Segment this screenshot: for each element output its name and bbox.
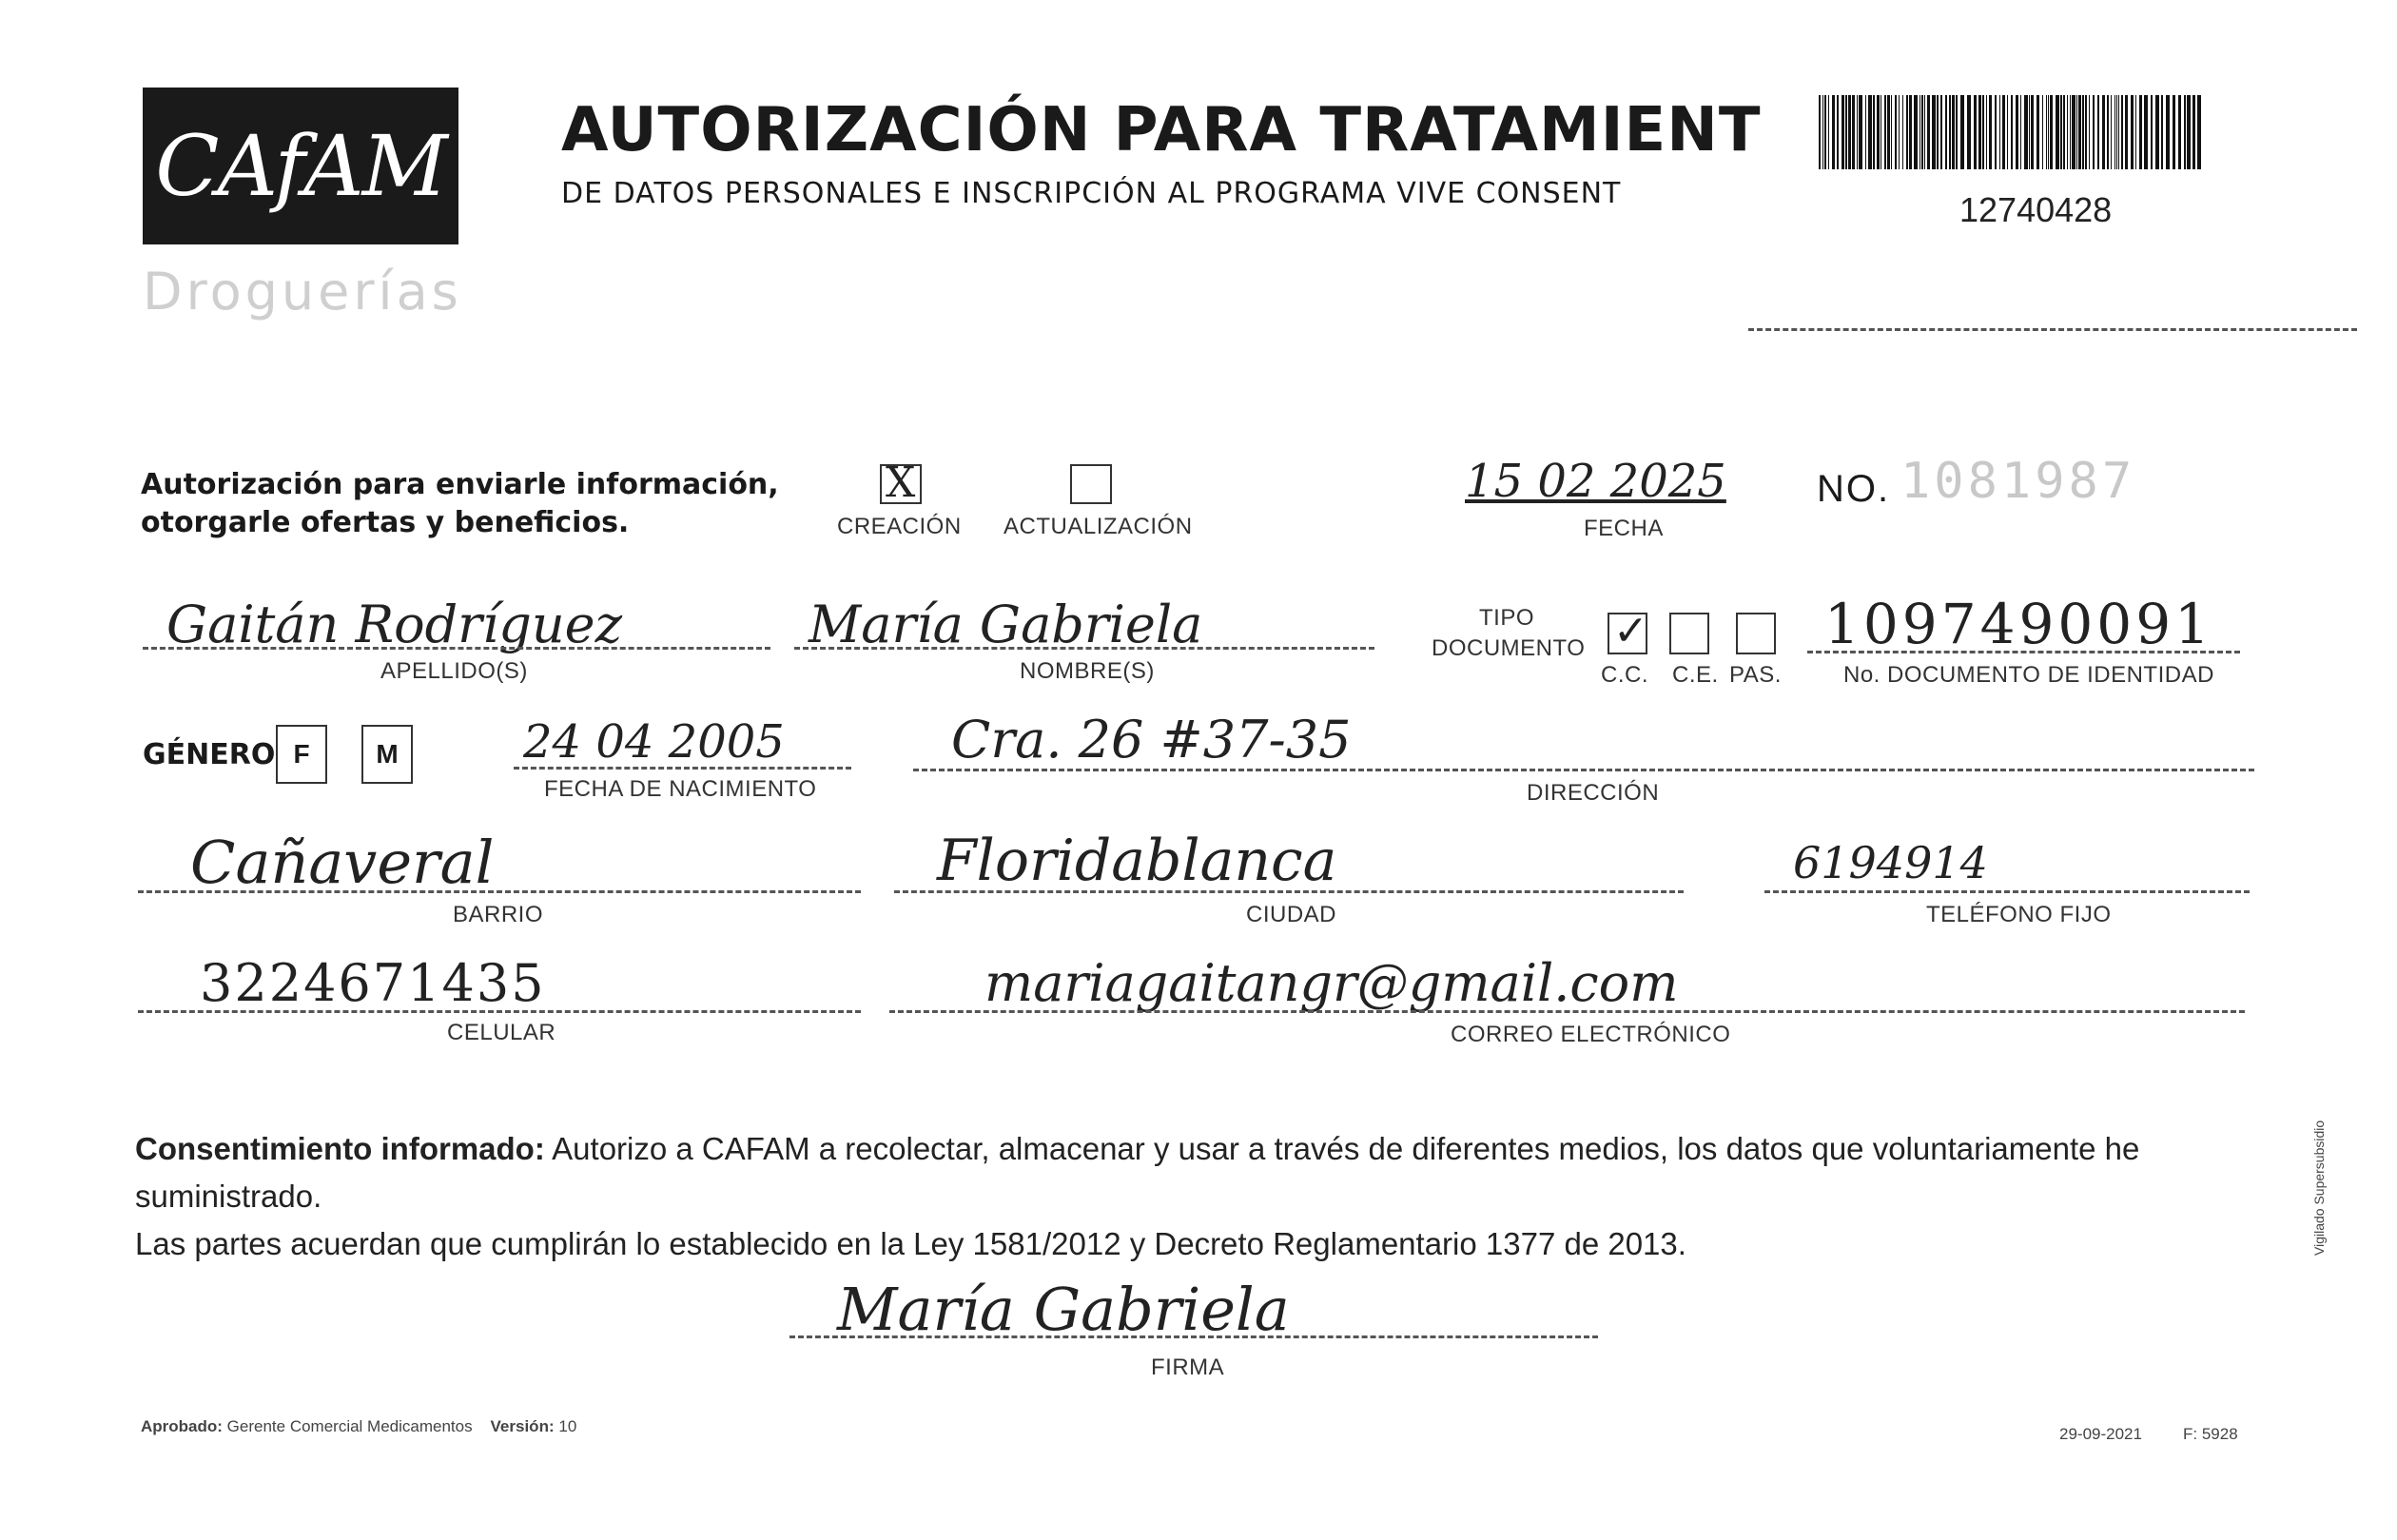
ce-label: C.E.: [1672, 662, 1719, 688]
version-value: 10: [558, 1417, 577, 1435]
direccion-line: [913, 769, 2254, 771]
aprobado-label: Aprobado:: [141, 1417, 223, 1435]
fecha-value: 15 02 2025: [1465, 455, 1726, 508]
barcode-bar: [2070, 95, 2071, 169]
apellidos-line: [143, 647, 770, 650]
header-divider: [1748, 328, 2357, 331]
barcode-bar: [2116, 95, 2117, 169]
barcode-bar: [1884, 95, 1886, 169]
barcode-bar: [2121, 95, 2123, 169]
barcode-bar: [1859, 95, 1862, 169]
barcode-bar: [2097, 95, 2099, 169]
cafam-logo: [143, 88, 458, 244]
consent-heading: Consentimiento informado:: [135, 1131, 545, 1166]
consent-paragraph: [135, 1125, 2256, 1268]
celular-line: [138, 1010, 861, 1013]
direccion-label: DIRECCIÓN: [1527, 780, 1660, 806]
correo-value: mariagaitangr@gmail.com: [984, 953, 1679, 1013]
barcode-bar: [2048, 95, 2049, 169]
intro-text: [141, 466, 779, 542]
telefono-line: [1764, 890, 2250, 893]
barcode-bar: [1986, 95, 1987, 169]
barcode-bar: [2118, 95, 2119, 169]
barcode-bar: [2102, 95, 2105, 169]
barcode-bar: [1891, 95, 1892, 169]
barcode-bar: [1978, 95, 1981, 169]
barcode-bar: [2082, 95, 2084, 169]
ce-checkbox[interactable]: [1669, 613, 1709, 654]
nombres-line: [794, 647, 1374, 650]
ciudad-label: CIUDAD: [1246, 902, 1337, 927]
barcode-bar: [2078, 95, 2081, 169]
cc-label: C.C.: [1601, 662, 1648, 688]
barcode-bar: [1828, 95, 1829, 169]
logo-text: CAfAM: [155, 117, 446, 215]
barcode-bar: [2076, 95, 2077, 169]
barcode-bar: [2020, 95, 2021, 169]
barcode-bar: [2089, 95, 2090, 169]
barcode-bar: [1887, 95, 1890, 169]
barcode-bar: [1940, 95, 1942, 169]
tipo-label: TIPO: [1479, 605, 1535, 631]
consent-text-1: Autorizo a CAFAM a recolectar, almacenar y usar a través de diferentes medios, los datos que voluntariamente he suministrado.: [135, 1131, 2140, 1214]
barcode-bar: [1995, 95, 1997, 169]
barcode-bar: [2093, 95, 2095, 169]
barcode-bar: [1974, 95, 1977, 169]
barcode-bar: [2184, 95, 2186, 169]
genero-label: GÉNERO: [143, 738, 276, 771]
barcode-bar: [2031, 95, 2034, 169]
telefono-value: 6194914: [1793, 837, 1988, 888]
barcode-bar: [2166, 95, 2170, 169]
version-label: Versión:: [490, 1417, 555, 1435]
barcode-bar: [1852, 95, 1855, 169]
barcode-bar: [1932, 95, 1936, 169]
barcode-bar: [2024, 95, 2028, 169]
barcode-bar: [2131, 95, 2134, 169]
documento-line: [1807, 651, 2240, 653]
pas-checkbox[interactable]: [1736, 613, 1776, 654]
barcode-bar: [1921, 95, 1923, 169]
barcode-bar: [2056, 95, 2059, 169]
barcode-bar: [2144, 95, 2148, 169]
barcode-bar: [1960, 95, 1964, 169]
creacion-mark: X: [886, 458, 916, 507]
barcode-bar: [1909, 95, 1912, 169]
nacimiento-value: 24 04 2005: [523, 715, 785, 769]
cc-checkbox[interactable]: [1608, 607, 1648, 655]
barcode-bar: [2060, 95, 2062, 169]
barcode-bar: [1819, 95, 1821, 169]
barcode-bar: [1999, 95, 2000, 169]
documento-type-label: DOCUMENTO: [1432, 635, 1586, 661]
documento-value: 1097490091: [1824, 592, 2214, 656]
barcode-bar: [1902, 95, 1903, 169]
documento-label: No. DOCUMENTO DE IDENTIDAD: [1843, 662, 2214, 688]
correo-label: CORREO ELECTRÓNICO: [1451, 1022, 1731, 1047]
barcode-bar: [1927, 95, 1930, 169]
genero-f-option[interactable]: F: [276, 725, 327, 784]
barcode-bar: [2085, 95, 2087, 169]
barcode-bar: [2046, 95, 2047, 169]
barcode-bar: [1967, 95, 1971, 169]
document-title: AUTORIZACIÓN PARA TRATAMIENT: [561, 95, 1762, 166]
barcode-bar: [1914, 95, 1918, 169]
barcode-bar: [1982, 95, 1984, 169]
barcode-bar: [2050, 95, 2053, 169]
barcode-bar: [1937, 95, 1939, 169]
barcode-bar: [1956, 95, 1958, 169]
intro-line-2: otorgarle ofertas y beneficios.: [141, 506, 630, 539]
actualizacion-label: ACTUALIZACIÓN: [1004, 514, 1193, 539]
barcode-bar: [1949, 95, 1951, 169]
barcode-bar: [1832, 95, 1835, 169]
signature-label: FIRMA: [1151, 1355, 1225, 1380]
barcode-bar: [2111, 95, 2112, 169]
barcode-bar: [1845, 95, 1847, 169]
barcode-bar: [1899, 95, 1900, 169]
barcode-bar: [1895, 95, 1897, 169]
barcode-bar: [2155, 95, 2159, 169]
apellidos-value: Gaitán Rodríguez: [166, 595, 623, 654]
genero-m-option[interactable]: M: [361, 725, 413, 784]
barcode-bar: [1989, 95, 1992, 169]
barcode-bar: [2011, 95, 2013, 169]
barcode-bar: [2042, 95, 2043, 169]
barcode-bar: [2016, 95, 2018, 169]
barcode-bar: [2063, 95, 2065, 169]
logo-subtitle: Droguerías: [143, 262, 462, 322]
footer-date: 29-09-2021: [2059, 1425, 2142, 1443]
apellidos-label: APELLIDO(S): [380, 658, 528, 684]
celular-value: 3224671435: [200, 953, 546, 1013]
barcode-bar: [1924, 95, 1925, 169]
nacimiento-line: [514, 767, 851, 770]
barcode-bar: [2107, 95, 2109, 169]
barcode-bar: [2125, 95, 2128, 169]
barrio-line: [138, 890, 861, 893]
correo-line: [889, 1010, 2245, 1013]
barcode-bar: [2139, 95, 2142, 169]
actualizacion-checkbox[interactable]: [1070, 464, 1112, 504]
vigilado-side-text: Vigilado Supersubsidio: [2311, 1120, 2327, 1256]
barrio-value: Cañaveral: [190, 828, 495, 897]
cc-mark: ✓: [1613, 607, 1648, 655]
barcode-bar: [1877, 95, 1880, 169]
barrio-label: BARRIO: [453, 902, 544, 927]
form-number: 1081987: [1900, 453, 2136, 510]
barcode-bar: [1842, 95, 1844, 169]
barcode-bar: [1873, 95, 1875, 169]
footer-approval: [141, 1417, 576, 1436]
creacion-checkbox[interactable]: [880, 458, 922, 507]
barcode-number: 12740428: [1959, 190, 2113, 229]
barcode-bar: [1945, 95, 1947, 169]
ciudad-line: [894, 890, 1684, 893]
document-subtitle: DE DATOS PERSONALES E INSCRIPCIÓN AL PROGRAMA VIVE CONSENT: [561, 177, 1622, 210]
barcode-bar: [2197, 95, 2201, 169]
barcode-bar: [1906, 95, 1908, 169]
barcode-bar: [2135, 95, 2136, 169]
creacion-label: CREACIÓN: [837, 514, 962, 539]
barcode-bar: [1824, 95, 1826, 169]
barcode: [1819, 95, 2204, 169]
aprobado-value: Gerente Comercial Medicamentos: [226, 1417, 473, 1435]
ciudad-value: Floridablanca: [937, 828, 1337, 894]
barcode-bar: [2187, 95, 2191, 169]
barcode-bar: [1868, 95, 1872, 169]
pas-label: PAS.: [1729, 662, 1782, 688]
telefono-label: TELÉFONO FIJO: [1926, 902, 2112, 927]
footer-code: F: 5928: [2183, 1425, 2238, 1443]
barcode-bar: [1857, 95, 1858, 169]
barcode-bar: [2002, 95, 2005, 169]
barcode-bar: [2173, 95, 2175, 169]
signature-value: María Gabriela: [837, 1275, 1290, 1344]
barcode-bar: [2036, 95, 2039, 169]
barcode-bar: [2192, 95, 2195, 169]
barcode-bar: [2007, 95, 2008, 169]
nombres-label: NOMBRE(S): [1020, 658, 1155, 684]
barcode-bar: [2178, 95, 2181, 169]
consent-text-2: Las partes acuerdan que cumplirán lo establecido en la Ley 1581/2012 y Decreto Reglamentario 1377 de 2013.: [135, 1226, 1686, 1261]
nacimiento-label: FECHA DE NACIMIENTO: [544, 776, 817, 802]
barcode-bar: [2029, 95, 2030, 169]
barcode-bar: [2067, 95, 2068, 169]
barcode-bar: [1952, 95, 1955, 169]
barcode-bar: [2114, 95, 2115, 169]
barcode-bar: [1837, 95, 1839, 169]
barcode-bar: [1822, 95, 1823, 169]
celular-label: CELULAR: [447, 1020, 556, 1045]
barcode-bar: [1848, 95, 1851, 169]
intro-line-1: Autorización para enviarle información,: [141, 468, 779, 501]
fecha-label: FECHA: [1584, 516, 1664, 541]
barcode-bar: [2151, 95, 2153, 169]
no-label: NO.: [1817, 468, 1891, 510]
barcode-bar: [1865, 95, 1866, 169]
nombres-value: María Gabriela: [809, 595, 1203, 654]
barcode-bar: [2161, 95, 2163, 169]
barcode-bar: [2072, 95, 2075, 169]
direccion-value: Cra. 26 #37-35: [951, 710, 1352, 770]
signature-line: [789, 1335, 1598, 1338]
